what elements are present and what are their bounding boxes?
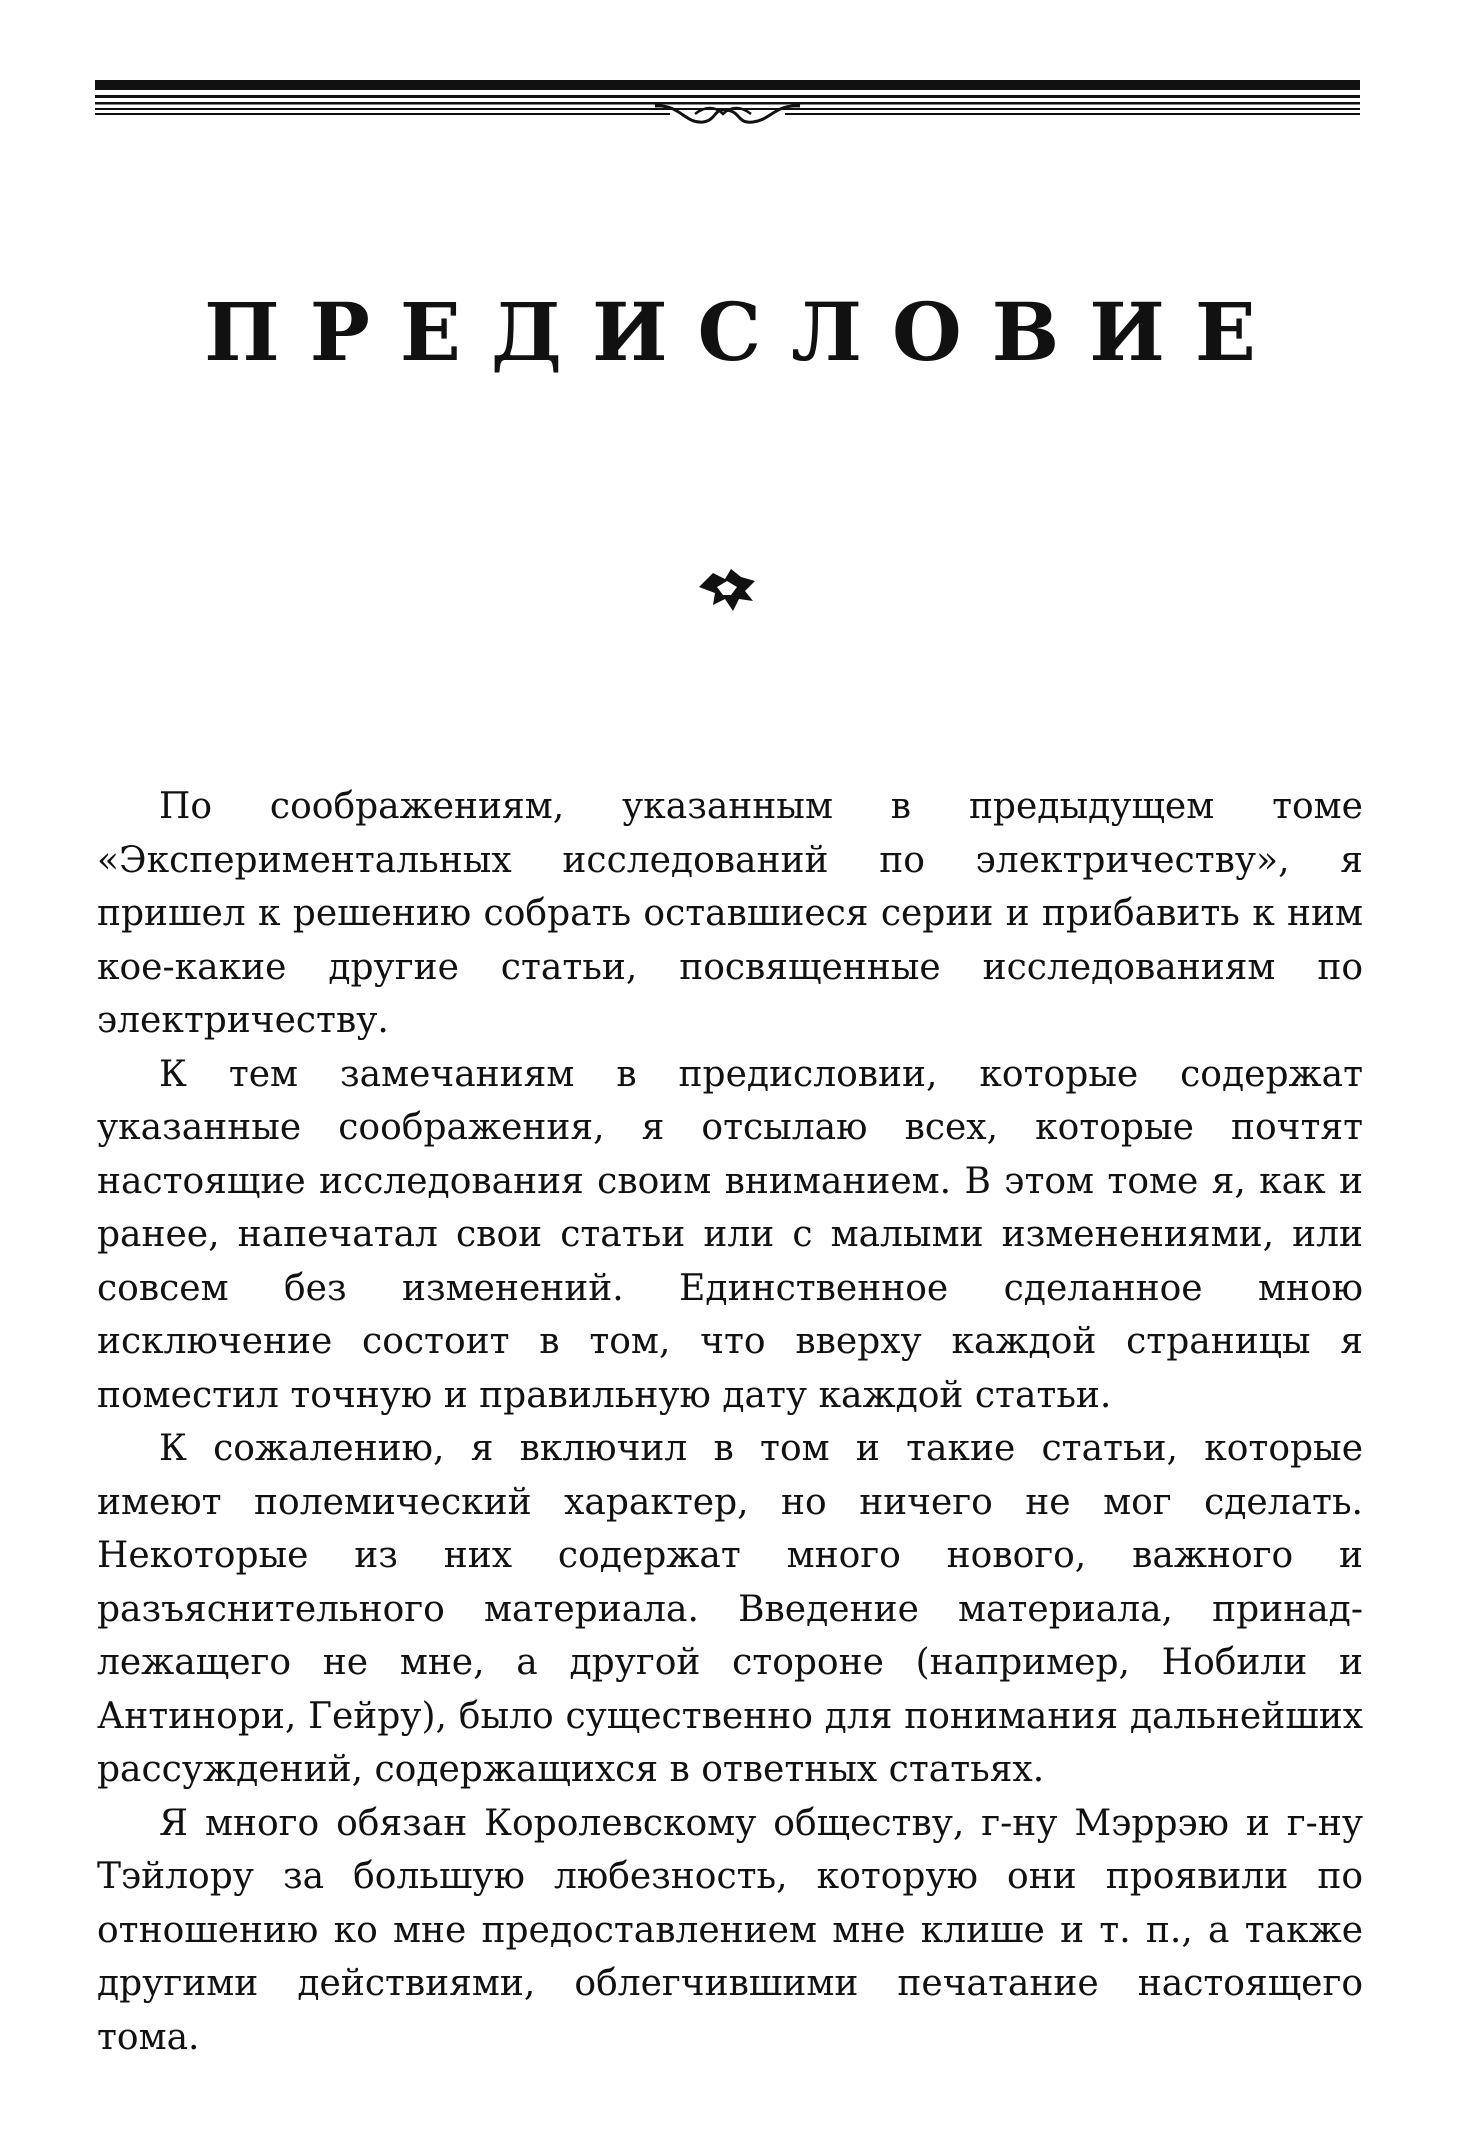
paragraph-2: К тем замечаниям в предисловии, которые содержат указанные соображения, я отсылаю всех, которые почтят настоящие исследования своим вниманием. В этом томе я, как и ранее, напечатал свои статьи или с малыми изменениями, или совсем без изменений. Единственное сделанное мною исключение состоит в том, что вверху каждой страницы я поместил точную и правильную дату каждой статьи. [97,1053,1363,1416]
page-title: ПРЕДИСЛОВИЕ [204,285,1286,379]
header-rule-ornament [95,78,1360,126]
fleuron-ornament [695,565,759,613]
paragraph-1: По соображениям, указанным в предыдущем томе «Экспериментальных исследований по электричеству», я пришел к решению собрать оставшиеся серии и прибавить к ним кое-какие другие статьи, посвященные исследованиям по электричеству. [97,786,1363,1041]
paragraph-4: Я много обязан Королевскому обществу, г-ну Мэррэю и г-ну Тэйлору за большую любезность, которую они проявили по отношению ко мне предоставлением мне клише и т. п., а также другими действиями, облегчившими печатание настоящего тома. [97,1802,1363,2058]
paragraph-3: К сожалению, я включил в том и такие статьи, которые имеют полемический характер, но ничего не мог сделать. Некоторые из них содержат много нового, важного и разъяснительного материала. Введение материала, принадлежащего не мне, а другой стороне (например, Нобили и Антинори, Гейру), было существенно для понимания дальнейших рассуждений, содержащихся в ответных статьях. [97,1428,1363,1790]
body-text [97,780,1363,2064]
